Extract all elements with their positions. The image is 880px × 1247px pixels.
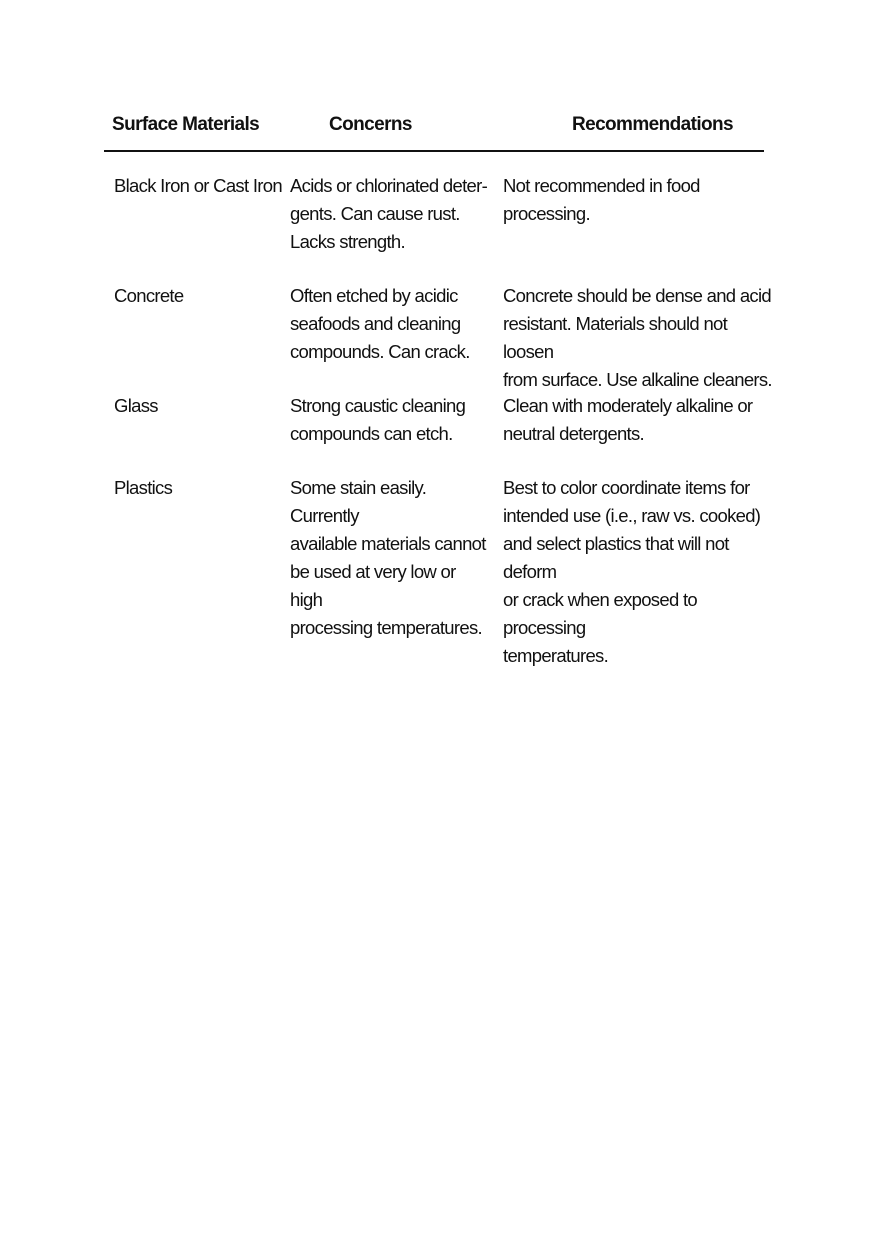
material-cell: Glass	[114, 395, 158, 416]
header-recommendations: Recommendations	[572, 114, 733, 135]
concerns-cell: Often etched by acidic seafoods and cleaning compounds. Can crack.	[290, 285, 470, 362]
concerns-cell: Strong caustic cleaning compounds can etch.	[290, 395, 466, 444]
header-concerns: Concerns	[329, 114, 412, 135]
material-cell: Black Iron or Cast Iron	[114, 175, 282, 196]
recommendations-cell: Best to color coordinate items for intended use (i.e., raw vs. cooked) and select plastics that will not deform or crack when exposed to processing temperatures.	[503, 477, 761, 666]
table-row	[104, 172, 764, 262]
recommendations-cell: Clean with moderately alkaline or neutral detergents.	[503, 395, 753, 444]
table-row	[104, 282, 772, 390]
header-surface-materials: Surface Materials	[112, 114, 260, 135]
material-cell: Plastics	[114, 477, 173, 498]
recommendations-cell: Concrete should be dense and acid resistant. Materials should not loosen from surface. Use alkaline cleaners.	[503, 285, 772, 390]
table-row	[104, 392, 764, 454]
material-cell: Concrete	[114, 285, 184, 306]
concerns-cell: Some stain easily. Currently available materials cannot be used at very low or high processing temperatures.	[290, 477, 486, 638]
concerns-cell: Acids or chlorinated deter- gents. Can cause rust. Lacks strength.	[290, 175, 488, 252]
table-header	[104, 110, 764, 152]
recommendations-cell: Not recommended in food processing.	[503, 175, 700, 224]
surface-materials-table	[104, 110, 772, 666]
table-row	[104, 474, 764, 666]
